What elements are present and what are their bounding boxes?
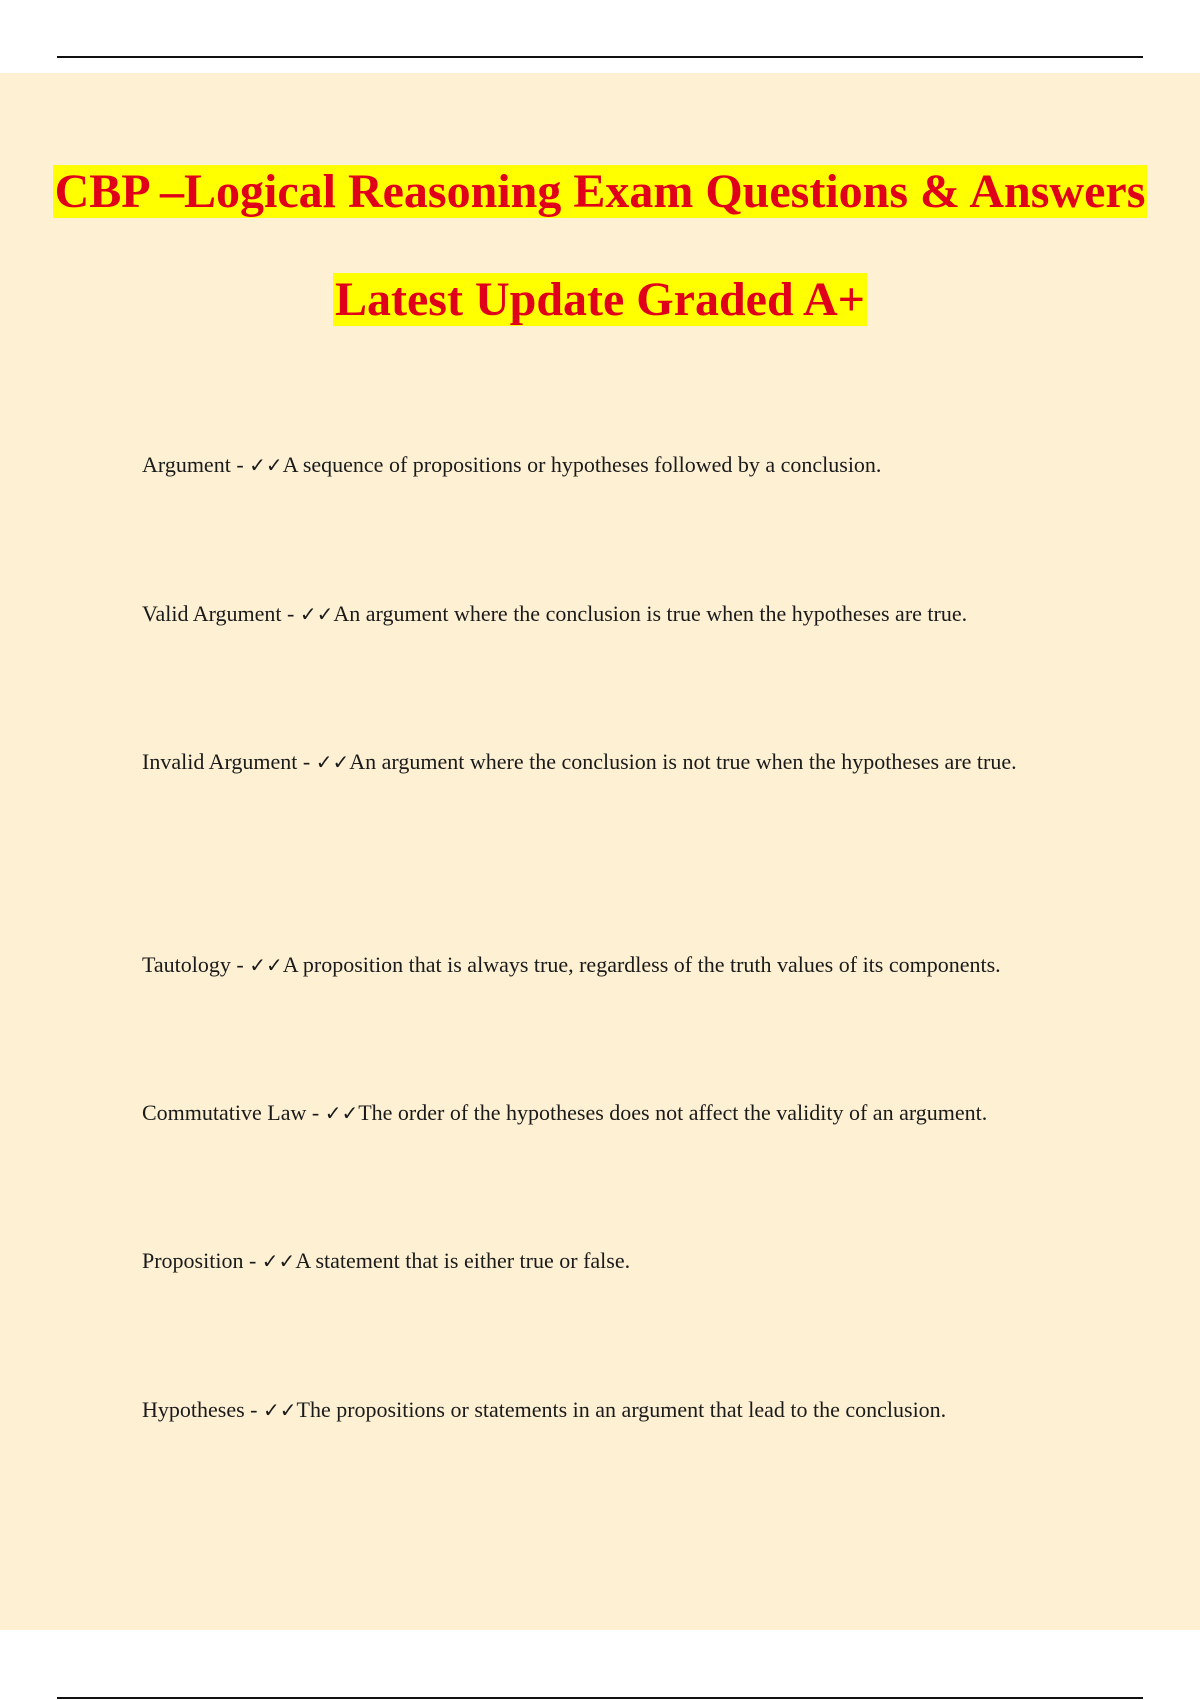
entry-term: Tautology <box>142 952 231 977</box>
check-icon: ✓✓ <box>249 453 283 477</box>
entry-term: Argument <box>142 452 231 477</box>
check-icon: ✓✓ <box>261 1249 296 1273</box>
entry-definition: An argument where the conclusion is not true when the hypotheses are true. <box>349 749 1017 774</box>
entry-valid-argument <box>142 585 1062 643</box>
check-icon: ✓✓ <box>324 1101 359 1125</box>
entry-definition: A sequence of propositions or hypotheses followed by a conclusion. <box>282 452 882 477</box>
bottom-divider <box>57 1697 1143 1699</box>
entry-term: Invalid Argument <box>142 749 298 774</box>
entry-definition: A proposition that is always true, regardless of the truth values of its components. <box>282 952 1001 977</box>
check-icon: ✓✓ <box>315 750 350 774</box>
document-title <box>0 138 1200 354</box>
check-icon: ✓✓ <box>299 602 334 626</box>
top-divider <box>57 56 1143 58</box>
entry-separator: - <box>243 1248 262 1273</box>
entry-term: Commutative Law <box>142 1100 307 1125</box>
entry-separator: - <box>244 1397 263 1422</box>
entry-term: Valid Argument <box>142 601 282 626</box>
entry-term: Hypotheses <box>142 1397 245 1422</box>
entry-argument <box>142 436 1062 494</box>
entry-definition: An argument where the conclusion is true when the hypotheses are true. <box>333 601 968 626</box>
entry-separator: - <box>230 452 250 477</box>
entry-commutative-law <box>142 1084 1062 1142</box>
entry-invalid-argument <box>142 733 1062 791</box>
entry-tautology <box>142 936 1062 994</box>
entry-separator: - <box>230 952 250 977</box>
entry-proposition <box>142 1232 1062 1290</box>
entry-definition: A statement that is either true or false. <box>295 1248 631 1273</box>
check-icon: ✓✓ <box>262 1398 297 1422</box>
entry-term: Proposition <box>142 1248 244 1273</box>
entry-separator: - <box>281 601 300 626</box>
entry-hypotheses <box>142 1381 1062 1439</box>
entry-definition: The propositions or statements in an argument that lead to the conclusion. <box>296 1397 947 1422</box>
title-highlight: CBP –Logical Reasoning Exam Questions & Answers Latest Update Graded A+ <box>54 165 1146 326</box>
entry-separator: - <box>297 749 316 774</box>
entry-separator: - <box>306 1100 325 1125</box>
entry-definition: The order of the hypotheses does not affect the validity of an argument. <box>358 1100 988 1125</box>
check-icon: ✓✓ <box>249 953 283 977</box>
